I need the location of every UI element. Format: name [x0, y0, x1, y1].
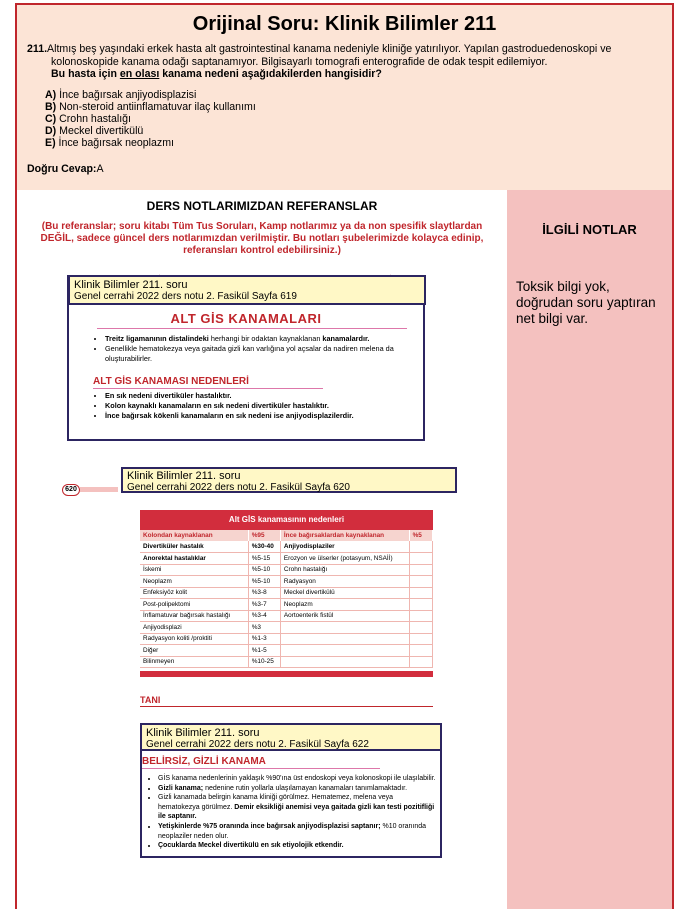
list-item: • Gizli kanamada belirgin kanama kliniği görülmez. Hematemez, melena veya hematokezya görülmez. Demir eksikliği anemisi veya gaitada gizli kan testi pozitifliği ile saptanır.	[158, 793, 436, 822]
page622-heading: BELİRSİZ, GİZLİ KANAMA	[142, 756, 266, 767]
table-row: Bilinmeyen %10-25	[140, 656, 433, 668]
list-item: • Genellikle hematokezya veya gaitada gizli kan varlığına yol açsalar da nadiren melena da oluşturabilirler.	[105, 344, 403, 364]
page619-bullets	[105, 334, 403, 364]
page-header-bar	[80, 487, 118, 492]
tani-heading: TANI	[140, 695, 161, 705]
table-row: Neoplazm %5-10 Radyasyon	[140, 576, 433, 588]
table-row: Post-polipektomi %3-7 Neoplazm	[140, 599, 433, 611]
list-item: • En sık nedeni divertiküler hastalıktır.	[105, 391, 403, 401]
table-title: Alt GİS kanamasının nedenleri	[140, 510, 433, 530]
list-item: • İnce bağırsak kökenli kanamaların en sık nedeni ise anjiyodisplazilerdir.	[105, 411, 403, 421]
option-e: E) İnce bağırsak neoplazmı	[45, 136, 174, 149]
page622-bullets	[158, 774, 436, 851]
question-ask-underline: en olası	[119, 68, 160, 80]
notes-text: Toksik bilgi yok, doğrudan soru yaptıran net bilgi var.	[516, 279, 656, 326]
page619-subheading: ALT GİS KANAMASI NEDENLERİ	[93, 376, 249, 387]
divider	[140, 706, 433, 707]
option-b: B) Non-steroid antiinflamatuvar ilaç kullanımı	[45, 100, 256, 113]
list-item: • Kolon kaynaklı kanamaların en sık nedeni divertiküler hastalıktır.	[105, 401, 403, 411]
question-title: Orijinal Soru: Klinik Bilimler 211	[192, 13, 497, 35]
answer-options	[27, 89, 662, 149]
reference-box-622: Klinik Bilimler 211. soru Genel cerrahi 2022 ders notu 2. Fasikül Sayfa 622	[140, 723, 442, 751]
table-row: Anjiyodisplazi %3	[140, 622, 433, 634]
table-row: Radyasyon koliti /proktiti %1-3	[140, 633, 433, 645]
references-note: (Bu referanslar; soru kitabı Tüm Tus Soruları, Kamp notlarımız ya da non spesifik slaytlardan DEĞİL, sadece güncel ders notlarımızdan verilmiştir. Bu notları şubelerimizde kolayca edinip, referansları kontrol edebilirsiniz.)	[40, 221, 484, 256]
question-line-2: kolonoskopide kanama odağı saptanamıyor. Bilgisayarlı tomografi enterografide de odak tespit edilemiyor.	[51, 55, 548, 68]
notes-sidebar	[507, 190, 672, 909]
table-row: Divertiküler hastalık %30-40 Anjiyodisplaziler	[140, 541, 433, 553]
list-item: • Gizli kanama; nedenine rutin yollarla ulaşılamayan kanamaları tanımlamaktadır.	[158, 784, 436, 794]
table-footer-bar	[140, 671, 433, 677]
table-row: Anorektal hastalıklar %5-15 Erozyon ve ülserler (potasyum, NSAİİ)	[140, 553, 433, 565]
question-section	[17, 5, 672, 190]
table-row: Enfeksiyöz kolit %3-8 Meckel divertikülü	[140, 587, 433, 599]
divider	[97, 328, 407, 329]
list-item: • Yetişkinlerde %75 oranında ince bağırsak anjiyodisplazisi saptanır; %10 oranında neoplaziler neden olur.	[158, 822, 436, 841]
question-stem	[27, 43, 662, 81]
causes-table	[140, 510, 433, 688]
table-row: Diğer %1-5	[140, 645, 433, 657]
correct-answer: Doğru Cevap:A	[27, 162, 104, 175]
divider	[93, 388, 323, 389]
page619-heading: ALT GİS KANAMALARI	[170, 311, 322, 326]
page-number-badge: 620	[62, 484, 80, 496]
reference-box-619: Klinik Bilimler 211. soru Genel cerrahi 2022 ders notu 2. Fasikül Sayfa 619	[68, 275, 426, 305]
option-a: A) İnce bağırsak anjiyodisplazisi	[45, 88, 197, 101]
option-c: C) Crohn hastalığı	[45, 112, 131, 125]
question-line-1: Altmış beş yaşındaki erkek hasta alt gastrointestinal kanama nedeniyle kliniğe yatırılıyor. Yapılan gastroduedenoskopi ve	[47, 43, 612, 55]
question-number: 211.	[27, 43, 48, 55]
list-item: • Treitz ligamanının distalindeki herhangi bir odaktan kaynaklanan kanamalardır.	[105, 334, 403, 344]
document-frame	[15, 3, 674, 909]
list-item: • Çocuklarda Meckel divertikülü en sık etiyolojik etkendir.	[158, 841, 436, 851]
notes-title: İLGİLİ NOTLAR	[542, 222, 637, 237]
divider	[142, 768, 380, 769]
page619-causes	[105, 391, 403, 421]
question-ask: Bu hasta için en olası kanama nedeni aşağıdakilerden hangisidir?	[51, 68, 382, 80]
table-row: İskemi %5-10 Crohn hastalığı	[140, 564, 433, 576]
table	[140, 530, 433, 668]
references-title: DERS NOTLARIMIZDAN REFERANSLAR	[146, 199, 378, 213]
table-row: İnflamatuvar bağırsak hastalığı %3-4 Aortoenterik fistül	[140, 610, 433, 622]
reference-box-620: Klinik Bilimler 211. soru Genel cerrahi 2022 ders notu 2. Fasikül Sayfa 620	[121, 467, 457, 493]
list-item: • GİS kanama nedenlerinin yaklaşık %90'ına üst endoskopi veya kolonoskopi ile ulaşılabilir.	[158, 774, 436, 784]
table-header-row: Kolondan kaynaklanan %95 İnce bağırsaklardan kaynaklanan %5	[140, 530, 433, 541]
option-d: D) Meckel divertikülü	[45, 124, 144, 137]
